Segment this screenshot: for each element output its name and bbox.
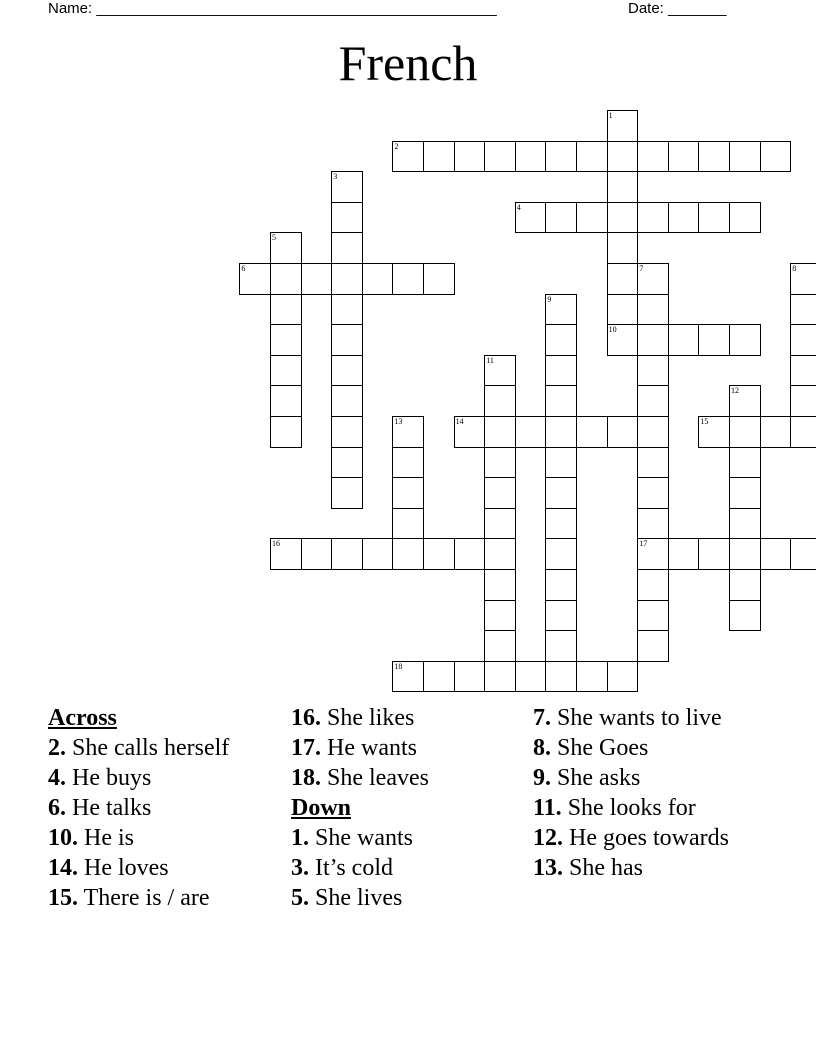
cell-number: 1 [608,111,613,120]
clue-down-9: 9. She asks [533,765,641,791]
crossword-cell[interactable] [637,263,669,295]
crossword-cell[interactable] [576,141,608,173]
date-field-label[interactable]: Date: _______ [628,0,727,17]
crossword-cell[interactable] [484,447,516,479]
crossword-cell[interactable] [637,202,669,234]
crossword-cell[interactable] [484,569,516,601]
crossword-cell[interactable] [545,569,577,601]
crossword-cell[interactable] [637,324,669,356]
crossword-cell[interactable] [729,141,761,173]
down-heading: Down [291,795,352,821]
crossword-cell[interactable] [484,538,516,570]
crossword-cell[interactable] [392,141,424,173]
crossword-cell[interactable] [545,538,577,570]
cell-number: 17 [639,539,648,549]
crossword-cell[interactable] [454,141,486,173]
crossword-cell[interactable] [576,416,608,448]
clue-down-8: 8. She Goes [533,735,649,761]
crossword-cell[interactable] [545,600,577,632]
crossword-cell[interactable] [270,385,302,417]
crossword-cell[interactable] [545,447,577,479]
cell-number: 15 [700,417,709,426]
cell-number: 4 [516,202,521,212]
crossword-cell[interactable] [484,661,516,693]
crossword-cell[interactable] [790,385,816,417]
crossword-cell[interactable] [698,141,730,173]
cell-number: 2 [394,141,399,151]
crossword-cell[interactable] [607,661,639,693]
crossword-cell[interactable] [790,294,816,326]
clue-column-3 [533,704,773,884]
clue-across-14: 14. He loves [48,855,169,881]
crossword-cell[interactable] [576,661,608,693]
crossword-cell[interactable] [484,416,516,448]
crossword-cell[interactable] [545,294,577,326]
cell-number: 9 [547,294,552,304]
page-title: French [338,35,478,91]
crossword-cell[interactable] [515,202,547,234]
crossword-cell[interactable] [637,508,669,540]
crossword-cell[interactable] [729,202,761,234]
clue-down-3: 3. It’s cold [291,855,393,881]
crossword-cell[interactable] [270,263,302,295]
crossword-cell[interactable] [729,416,761,448]
crossword-cell[interactable] [607,171,639,203]
crossword-cell[interactable] [607,294,639,326]
crossword-cell[interactable] [637,630,669,662]
crossword-cell[interactable] [270,294,302,326]
cell-number: 10 [608,325,617,335]
cell-number: 7 [639,264,644,273]
cell-number: 18 [394,661,403,671]
cell-number: 5 [272,233,276,243]
crossword-cell[interactable] [270,355,302,387]
crossword-cell[interactable] [454,416,486,448]
crossword-cell[interactable] [484,385,516,417]
crossword-cell[interactable] [545,324,577,356]
crossword-cell[interactable] [270,232,302,264]
crossword-cell[interactable] [545,385,577,417]
crossword-cell[interactable] [545,416,577,448]
crossword-cell[interactable] [790,263,816,295]
crossword-cell[interactable] [484,600,516,632]
cell-number: 11 [486,355,494,365]
crossword-cell[interactable] [729,447,761,479]
cell-number: 12 [731,386,739,396]
crossword-cell[interactable] [637,477,669,509]
crossword-cell[interactable] [515,141,547,173]
crossword-cell[interactable] [331,416,363,448]
clue-down-1: 1. She wants [291,825,413,851]
clue-across-18: 18. She leaves [291,765,429,791]
crossword-cell[interactable] [545,141,577,173]
crossword-cell[interactable] [270,324,302,356]
cell-number: 13 [394,417,403,426]
cell-number: 8 [792,264,797,273]
crossword-cell[interactable] [423,661,455,693]
crossword-cell[interactable] [760,416,792,448]
crossword-cell[interactable] [331,202,363,234]
crossword-cell[interactable] [331,171,363,203]
cell-number: 16 [272,539,280,549]
clue-across-15: 15. There is / are [48,885,210,911]
crossword-cell[interactable] [698,202,730,234]
crossword-cell[interactable] [760,141,792,173]
crossword-cell[interactable] [331,324,363,356]
crossword-cell[interactable] [607,263,639,295]
clue-column-1 [48,704,278,914]
crossword-cell[interactable] [362,538,394,570]
crossword-cell[interactable] [545,355,577,387]
clue-down-13: 13. She has [533,855,643,881]
crossword-cell[interactable] [239,263,271,295]
crossword-cell[interactable] [423,538,455,570]
crossword-cell[interactable] [637,141,669,173]
clue-across-2: 2. She calls herself [48,735,230,761]
crossword-cell[interactable] [331,477,363,509]
crossword-cell[interactable] [484,477,516,509]
crossword-cell[interactable] [729,385,761,417]
crossword-cell[interactable] [331,385,363,417]
crossword-cell[interactable] [729,508,761,540]
crossword-cell[interactable] [545,202,577,234]
crossword-cell[interactable] [607,202,639,234]
crossword-cell[interactable] [423,263,455,295]
crossword-cell[interactable] [301,538,333,570]
crossword-cell[interactable] [637,600,669,632]
crossword-cell[interactable] [637,416,669,448]
crossword-cell[interactable] [790,324,816,356]
crossword-cell[interactable] [760,538,792,570]
clue-down-12: 12. He goes towards [533,825,729,851]
crossword-cell[interactable] [607,141,639,173]
crossword-cell[interactable] [392,508,424,540]
crossword-cell[interactable] [790,538,816,570]
crossword-cell[interactable] [607,324,639,356]
crossword-cell[interactable] [637,447,669,479]
clue-down-5: 5. She lives [291,885,403,911]
crossword-cell[interactable] [484,355,516,387]
clue-down-7: 7. She wants to live [533,705,722,731]
crossword-cell[interactable] [331,232,363,264]
crossword-cell[interactable] [668,324,700,356]
crossword-cell[interactable] [698,416,730,448]
clue-across-17: 17. He wants [291,735,417,761]
crossword-cell[interactable] [392,538,424,570]
crossword-cell[interactable] [637,538,669,570]
crossword-cell[interactable] [545,630,577,662]
cell-number: 14 [455,417,464,426]
crossword-cell[interactable] [392,447,424,479]
crossword-cell[interactable] [484,508,516,540]
crossword-cell[interactable] [607,110,639,142]
crossword-cell[interactable] [698,538,730,570]
crossword-cell[interactable] [392,477,424,509]
crossword-cell[interactable] [331,263,363,295]
crossword-cell[interactable] [392,416,424,448]
crossword-cell[interactable] [607,232,639,264]
crossword-cell[interactable] [331,294,363,326]
across-heading: Across [48,705,117,731]
crossword-cell[interactable] [576,202,608,234]
crossword-cell[interactable] [637,294,669,326]
crossword-cell[interactable] [545,477,577,509]
crossword-cell[interactable] [668,202,700,234]
crossword-cell[interactable] [484,141,516,173]
crossword-cell[interactable] [729,324,761,356]
crossword-cell[interactable] [637,569,669,601]
crossword-cell[interactable] [515,661,547,693]
crossword-cell[interactable] [270,416,302,448]
crossword-cell[interactable] [392,661,424,693]
crossword-cell[interactable] [637,355,669,387]
crossword-cell[interactable] [729,477,761,509]
crossword-cell[interactable] [545,661,577,693]
crossword-cell[interactable] [331,355,363,387]
clue-column-2 [291,704,526,914]
crossword-cell[interactable] [515,416,547,448]
crossword-cell[interactable] [484,630,516,662]
crossword-cell[interactable] [698,324,730,356]
crossword-cell[interactable] [545,508,577,540]
crossword-cell[interactable] [362,263,394,295]
crossword-cell[interactable] [668,538,700,570]
crossword-cell[interactable] [729,569,761,601]
crossword-cell[interactable] [392,263,424,295]
crossword-cell[interactable] [637,385,669,417]
crossword-cell[interactable] [270,538,302,570]
crossword-cell[interactable] [790,355,816,387]
crossword-cell[interactable] [301,263,333,295]
cell-number: 3 [333,172,338,182]
clue-across-16: 16. She likes [291,705,415,731]
clue-down-11: 11. She looks for [533,795,696,821]
crossword-cell[interactable] [668,141,700,173]
crossword-cell[interactable] [607,416,639,448]
crossword-cell[interactable] [729,600,761,632]
crossword-cell[interactable] [331,447,363,479]
clue-across-4: 4. He buys [48,765,152,791]
crossword-cell[interactable] [423,141,455,173]
name-field-label[interactable]: Name: ________________________________________________ [48,0,497,17]
crossword-cell[interactable] [454,661,486,693]
crossword-cell[interactable] [729,538,761,570]
crossword-cell[interactable] [454,538,486,570]
cell-number: 6 [241,264,246,273]
clue-across-10: 10. He is [48,825,134,851]
clue-across-6: 6. He talks [48,795,152,821]
crossword-cell[interactable] [331,538,363,570]
crossword-cell[interactable] [790,416,816,448]
